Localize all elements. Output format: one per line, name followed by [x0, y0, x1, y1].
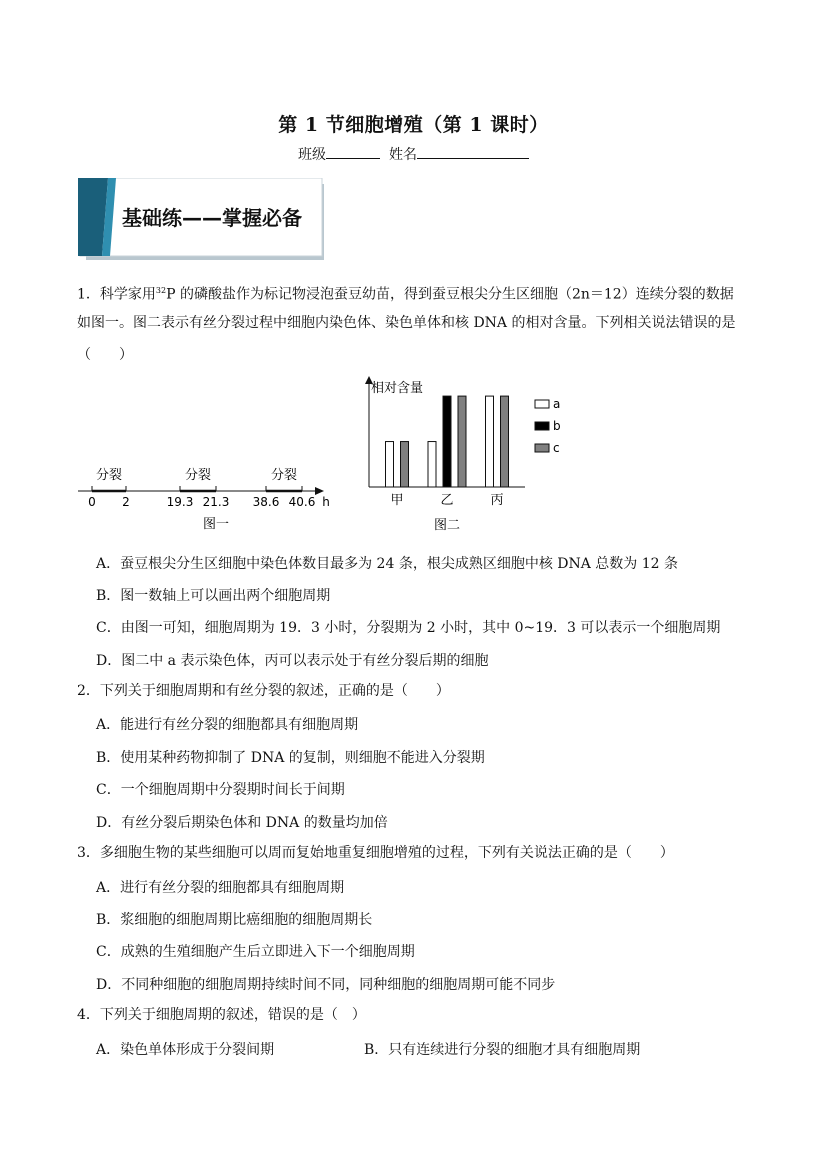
category-labels	[390, 493, 503, 508]
legend-label-b: b	[553, 419, 561, 433]
q1-option-d[interactable]: D．图二中 a 表示染色体，丙可以表示处于有丝分裂后期的细胞	[96, 653, 489, 669]
bar-a-1	[428, 442, 436, 487]
tick-label: 19.3	[166, 495, 194, 509]
category-label: 乙	[440, 493, 454, 508]
category-label: 丙	[490, 493, 504, 508]
category-label: 甲	[390, 493, 404, 508]
legend-swatch-b	[535, 422, 549, 430]
time-unit: h	[322, 495, 330, 509]
q2-option-d[interactable]: D．有丝分裂后期染色体和 DNA 的数量均加倍	[96, 815, 388, 831]
q4-stem: 4．下列关于细胞周期的叙述，错误的是（ ）	[77, 1007, 366, 1023]
q2-option-a[interactable]: A．能进行有丝分裂的细胞都具有细胞周期	[96, 717, 359, 733]
tick-label: 38.6	[252, 495, 280, 509]
q2-option-b[interactable]: B．使用某种药物抑制了 DNA 的复制，则细胞不能进入分裂期	[96, 750, 485, 766]
banner-text: 基础练——掌握必备	[122, 206, 302, 230]
q2-option-c[interactable]: C．一个细胞周期中分裂期时间长于间期	[96, 782, 345, 798]
legend-swatch-c	[535, 444, 549, 452]
q3-option-d[interactable]: D．不同种细胞的细胞周期持续时间不同，同种细胞的细胞周期可能不同步	[96, 977, 556, 993]
q3-option-c[interactable]: C．成熟的生殖细胞产生后立即进入下一个细胞周期	[96, 944, 415, 960]
q4-option-b[interactable]: B．只有连续进行分裂的细胞才具有细胞周期	[364, 1042, 641, 1058]
q1-option-b[interactable]: B．图一数轴上可以画出两个细胞周期	[96, 588, 331, 604]
legend-swatch-a	[535, 400, 549, 408]
legend-label-c: c	[553, 441, 560, 455]
tick-label: 40.6	[288, 495, 316, 509]
split-label: 分裂	[95, 468, 123, 483]
q3-stem: 3．多细胞生物的某些细胞可以周而复始地重复细胞增殖的过程，下列有关说法正确的是（ ）	[77, 845, 674, 861]
section-banner	[78, 178, 324, 260]
legend-label-a: a	[553, 397, 561, 411]
q4-option-a[interactable]: A．染色单体形成于分裂间期	[96, 1042, 275, 1058]
class-blank[interactable]	[326, 144, 380, 159]
q3-option-a[interactable]: A．进行有丝分裂的细胞都具有细胞周期	[96, 880, 345, 896]
figure2-chart	[355, 372, 570, 537]
q3-option-b[interactable]: B．浆细胞的细胞周期比癌细胞的细胞周期长	[96, 912, 373, 928]
split-label: 分裂	[270, 468, 298, 483]
bar-b-1	[443, 396, 451, 487]
class-label: 班级	[298, 147, 327, 163]
bars-group	[386, 396, 509, 487]
name-blank[interactable]	[417, 144, 529, 159]
page-title: 第 1 节细胞增殖（第 1 课时）	[278, 114, 549, 136]
tick-label: 21.3	[202, 495, 230, 509]
name-label: 姓名	[388, 147, 417, 163]
bar-c-0	[401, 442, 409, 487]
q1-option-a[interactable]: A．蚕豆根尖分生区细胞中染色体数目最多为 24 条，根尖成熟区细胞中核 DNA 总数为 12 条	[96, 556, 679, 572]
q1-line2: 如图一。图二表示有丝分裂过程中细胞内染色体、染色单体和核 DNA 的相对含量。下列相关说法错误的是	[77, 315, 736, 331]
legend	[535, 397, 561, 455]
split-label: 分裂	[184, 468, 212, 483]
bar-a-2	[486, 396, 494, 487]
class-name-line	[0, 144, 827, 164]
bar-c-2	[501, 396, 509, 487]
tick-label: 0	[88, 495, 96, 509]
q1-line3: （ ）	[77, 347, 133, 363]
timeline-arrow	[315, 487, 324, 495]
q2-stem: 2．下列关于细胞周期和有丝分裂的叙述，正确的是（ ）	[77, 683, 450, 699]
q1-line1: 1．科学家用$^{32}$P 的磷酸盐作为标记物浸泡蚕豆幼苗，得到蚕豆根尖分生区细胞（2n＝12）连续分裂的数据	[77, 286, 734, 303]
figure1-timeline	[70, 430, 340, 535]
figure1-caption: 图一	[202, 517, 230, 532]
bar-c-1	[458, 396, 466, 487]
tick-label: 2	[122, 495, 130, 509]
figure2-caption: 图二	[433, 518, 461, 533]
isotope-superscript: 32	[155, 286, 167, 295]
q1-option-c[interactable]: C．由图一可知，细胞周期为 19．3 小时，分裂期为 2 小时，其中 0~19．3 可以表示一个细胞周期	[96, 620, 721, 636]
bar-a-0	[386, 442, 394, 487]
y-axis-label: 相对含量	[371, 381, 424, 396]
